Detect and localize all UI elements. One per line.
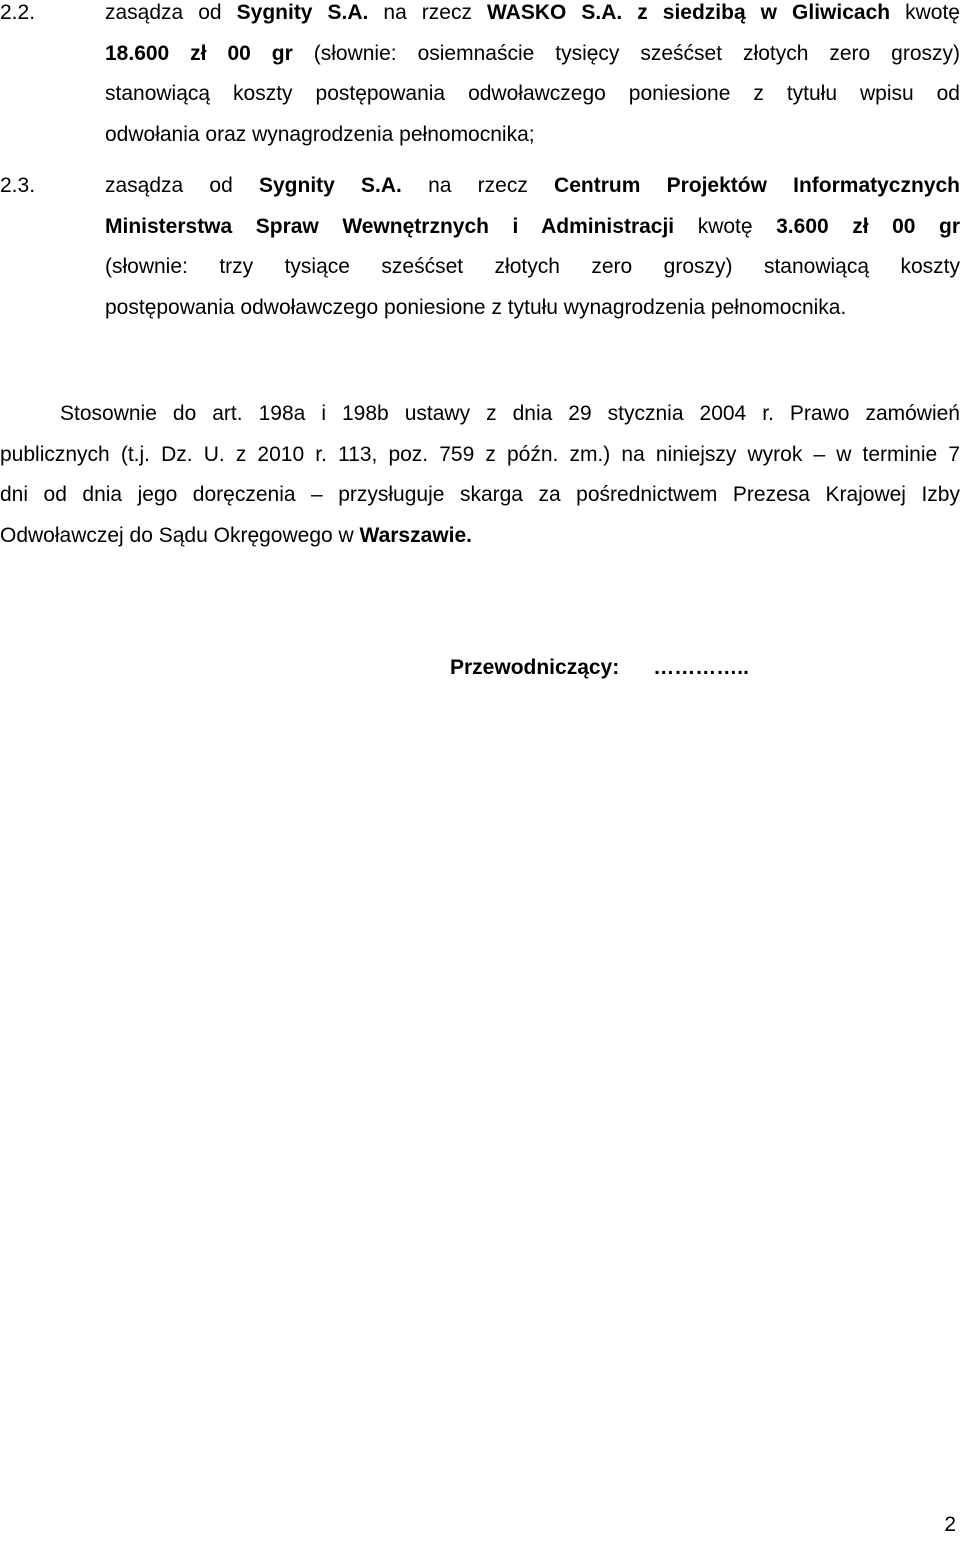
instruction-line-1: Stosownie do art. 198a i 198b ustawy z dnia 29 stycznia 2004 r. Prawo zamówień [60,402,960,425]
instruction-line-3: dni od dnia jego doręczenia – przysługuje skarga za pośrednictwem Prezesa Krajowej Izby [0,483,960,506]
item-line-3: (słownie: trzy tysiące sześćset złotych zero groszy) stanowiącą koszty [105,255,960,278]
item-line-3: stanowiącą koszty postępowania odwoławczego poniesione z tytułu wpisu od [105,82,960,105]
party-name: Sygnity S.A. [258,174,402,197]
item-line-2 [105,207,960,248]
item-line-1 [105,166,960,207]
item-line-1 [105,0,960,34]
ruling-item-2-2 [0,0,960,155]
item-text [105,166,960,328]
party-name: Sygnity S.A. [236,1,369,24]
signature-block [450,650,749,686]
instruction-line-2: publicznych (t.j. Dz. U. z 2010 r. 113, poz. 759 z późn. zm.) na niniejszy wyrok – w terminie 7 [0,442,960,466]
item-line-4: postępowania odwoławczego poniesione z tytułu wynagrodzenia pełnomocnika. [105,295,847,319]
court-city: Warszawie. [359,523,472,547]
amount: 3.600 zł 00 gr [776,214,960,238]
text-segment: Odwoławczej do Sądu Okręgowego w [0,523,360,547]
item-text [105,0,960,155]
signature-label: Przewodniczący: [450,656,620,679]
text-segment: kwotę [890,1,960,24]
text-segment: na rzecz [401,174,555,197]
amount: 18.600 zł 00 gr [105,41,293,65]
item-line-4: odwołania oraz wynagrodzenia pełnomocnika; [105,122,535,146]
appeal-instruction [0,394,960,556]
item-line-2 [105,34,960,75]
signature-dots: ………….. [653,656,749,679]
ruling-item-2-3 [0,166,960,328]
text-segment: kwotę [674,214,777,238]
text-segment: zasądza od [105,174,259,197]
party-name: Ministerstwa Spraw Wewnętrznych i Administracji [105,214,675,238]
text-segment: (słownie: osiemnaście tysięcy sześćset złotych zero groszy) [292,41,960,65]
text-segment: na rzecz [368,1,488,24]
party-name: Centrum Projektów Informatycznych [554,174,960,197]
text-segment: zasądza od [105,1,237,24]
item-number: 2.2. [0,1,36,24]
instruction-line-4 [0,516,960,557]
page-number: 2 [944,1513,956,1536]
party-name: WASKO S.A. z siedzibą w Gliwicach [487,1,891,24]
item-number: 2.3. [0,174,36,197]
